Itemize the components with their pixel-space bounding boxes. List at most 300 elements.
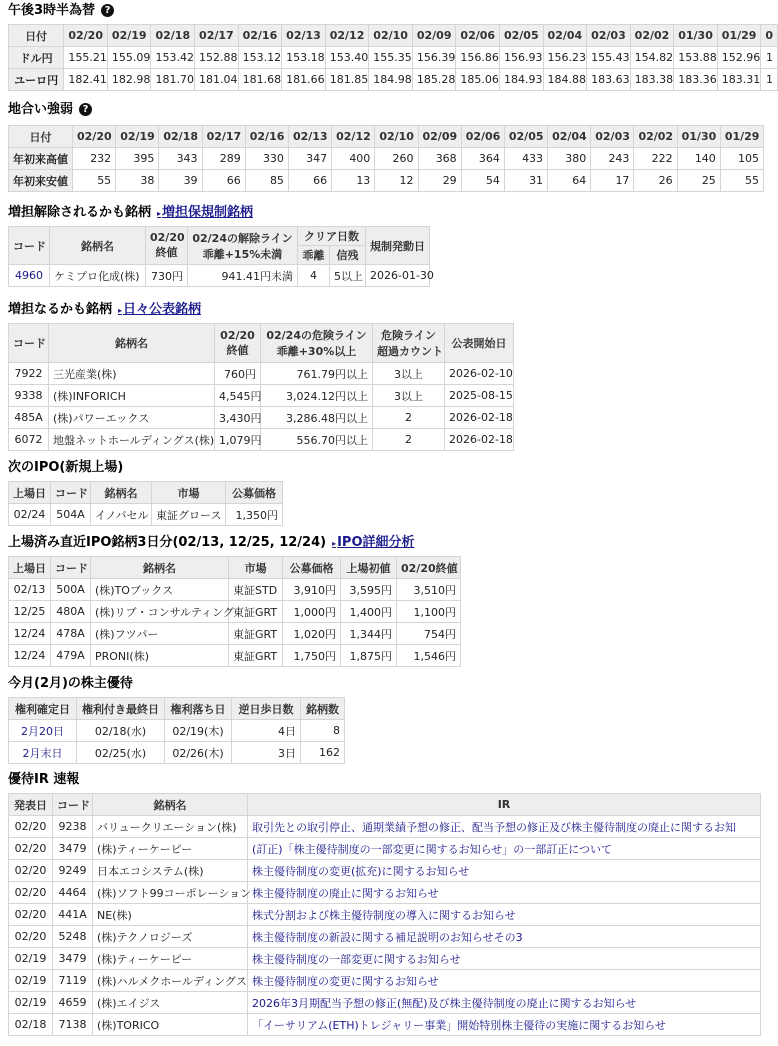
fx-date-header: 02/10 [369,25,413,47]
fx-date-header: 02/19 [107,25,151,47]
close-price: 730円 [146,265,188,287]
fx-cell: 156.86 [456,47,500,69]
ipo-next-table [8,481,283,526]
ipo-next-col-header: 銘柄名 [91,482,152,504]
fx-date-header: 02/17 [195,25,239,47]
fx-cell: 155.09 [107,47,151,69]
supply-date-header: 02/16 [245,126,288,148]
ir-cell: 5248 [53,926,93,948]
ir-cell: 3479 [53,838,93,860]
yutai-link[interactable]: 2月末日 [9,742,77,764]
maybe-row [9,385,514,407]
release-table [8,226,434,287]
publish-date: 2026-02-18 [445,429,514,451]
fx-date-header: 01/29 [717,25,761,47]
supply-title: 地合い強弱 [8,102,74,117]
ipo-recent-cell: 東証GRT [229,623,283,645]
fx-date-header: 02/02 [630,25,674,47]
ir-col-header: IR [248,794,761,816]
ir-link[interactable]: 株主優待制度の変更(拡充)に関するお知らせ [248,860,761,882]
ipo-recent-table [8,556,461,667]
supply-cell: 26 [634,170,677,192]
fx-cell: 156.93 [499,47,543,69]
ipo-recent-cell: 1,875円 [341,645,397,667]
supply-header-label: 日付 [9,126,73,148]
release-col-start: 規制発動日 [366,227,430,265]
danger-line: 3,024.12円以上 [261,385,373,407]
yutai-cell: 02/26(木) [165,742,232,764]
close-price: 4,545円 [215,385,261,407]
supply-cell: 55 [720,170,763,192]
ipo-recent-row [9,579,461,601]
yutai-link[interactable]: 2月20日 [9,720,77,742]
yutai-col-header: 逆日歩日数 [232,698,301,720]
ipo-next-cell: 1,350円 [226,504,283,526]
ipo-recent-col-header: 市場 [229,557,283,579]
release-link-label: 増担保規制銘柄 [162,205,254,220]
yutai-row [9,742,345,764]
supply-date-header: 02/10 [375,126,418,148]
ir-row [9,992,761,1014]
stock-code: 7922 [9,363,49,385]
ipo-recent-link[interactable] [332,535,414,550]
ipo-recent-col-header: コード [51,557,91,579]
stock-code-link[interactable]: 4960 [9,265,50,287]
maybe-row [9,429,514,451]
supply-cell: 85 [245,170,288,192]
fx-title: 午後3時半為替 [8,3,96,18]
ir-cell: 02/20 [9,882,53,904]
fx-cell: 185.28 [412,69,456,91]
yutai-cell: 02/25(水) [77,742,165,764]
supply-cell: 13 [332,170,375,192]
ir-cell: 02/19 [9,970,53,992]
supply-cell: 243 [591,148,634,170]
danger-line: 3,286.48円以上 [261,407,373,429]
ir-link[interactable]: 取引先との取引停止、通期業績予想の修正、配当予想の修正及び株主優待制度の廃止に関するお知 [248,816,761,838]
ir-link[interactable]: 2026年3月期配当予想の修正(無配)及び株主優待制度の廃止に関するお知らせ [248,992,761,1014]
ir-cell: 441A [53,904,93,926]
yutai-section [8,675,345,764]
supply-cell: 38 [116,170,159,192]
stock-name: ケミプロ化成(株) [50,265,146,287]
ir-link[interactable]: 株主優待制度の一部変更に関するお知らせ [248,948,761,970]
fx-cell: 155.43 [587,47,631,69]
fx-cell: 183.31 [717,69,761,91]
ipo-recent-cell: (株)フツパー [91,623,229,645]
ipo-recent-cell: 1,344円 [341,623,397,645]
supply-row-label: 年初来安値 [9,170,73,192]
close-price: 3,430円 [215,407,261,429]
yutai-table [8,697,345,764]
yutai-cell: 8 [301,720,345,742]
ir-cell: 02/20 [9,838,53,860]
ir-cell: 02/19 [9,948,53,970]
maybe-link[interactable] [118,302,201,317]
supply-date-header: 02/20 [73,126,116,148]
maybe-title-row [8,301,514,319]
supply-date-header: 02/19 [116,126,159,148]
maybe-table [8,323,514,451]
fx-cell: 185.06 [456,69,500,91]
ir-cell: (株)テクノロジーズ [93,926,248,948]
supply-cell: 64 [548,170,591,192]
supply-date-header: 02/02 [634,126,677,148]
supply-cell: 17 [591,170,634,192]
ir-cell: 日本エコシステム(株) [93,860,248,882]
supply-date-header: 02/05 [504,126,547,148]
ipo-recent-cell: 1,000円 [283,601,341,623]
supply-date-header: 02/04 [548,126,591,148]
supply-date-header: 02/09 [418,126,461,148]
ir-row [9,816,761,838]
fx-cell: 181.70 [151,69,195,91]
ipo-recent-col-header: 02/20終値 [397,557,461,579]
maybe-title: 増担なるかも銘柄 [8,302,113,317]
publish-date: 2025-08-15 [445,385,514,407]
ipo-recent-cell: 東証GRT [229,601,283,623]
help-icon[interactable]: ? [101,4,114,17]
ir-cell: 02/18 [9,1014,53,1036]
ir-row [9,1014,761,1036]
ir-section [8,771,761,1036]
arrow-icon: ▸ [332,539,337,548]
arrow-icon: ▸ [118,306,123,315]
supply-cell: 29 [418,170,461,192]
danger-line: 761.79円以上 [261,363,373,385]
ipo-recent-cell: 3,510円 [397,579,461,601]
fx-cell: 182.98 [107,69,151,91]
ir-cell: 3479 [53,948,93,970]
fx-date-header: 02/12 [325,25,369,47]
ir-cell: 02/20 [9,904,53,926]
ir-cell: 7119 [53,970,93,992]
fx-table [8,24,778,91]
supply-cell: 222 [634,148,677,170]
fx-date-header: 02/20 [64,25,108,47]
ipo-next-cell: 02/24 [9,504,51,526]
fx-date-header: 01/30 [674,25,718,47]
ipo-recent-cell: 500A [51,579,91,601]
maybe-col-start: 公表開始日 [445,324,514,363]
ipo-recent-row [9,601,461,623]
ipo-recent-row [9,623,461,645]
yutai-col-header: 銘柄数 [301,698,345,720]
ir-cell: (株)ティーケーピー [93,948,248,970]
release-col-clear: クリア日数 [298,227,366,246]
ir-cell: 9238 [53,816,93,838]
ir-cell: 9249 [53,860,93,882]
stock-name: 三光産業(株) [49,363,215,385]
yutai-cell: 02/19(木) [165,720,232,742]
over-count: 2 [373,407,445,429]
fx-cell: 181.68 [238,69,282,91]
release-col-close: 02/20 終値 [146,227,188,265]
supply-cell: 395 [116,148,159,170]
fx-date-header: 02/05 [499,25,543,47]
ipo-recent-cell: 12/24 [9,623,51,645]
ipo-recent-title: 上場済み直近IPO銘柄3日分(02/13, 12/25, 12/24) [8,535,327,550]
over-count: 2 [373,429,445,451]
fx-date-header: 02/06 [456,25,500,47]
ipo-recent-row [9,645,461,667]
yutai-cell: 162 [301,742,345,764]
ir-col-header: 発表日 [9,794,53,816]
ipo-next-title: 次のIPO(新規上場) [8,460,124,475]
fx-date-header: 02/18 [151,25,195,47]
fx-row [9,69,778,91]
ir-cell: (株)ティーケーピー [93,838,248,860]
maybe-row [9,407,514,429]
maybe-col-line: 02/24の危険ライン 乖離+30%以上 [261,324,373,363]
ipo-recent-cell: 3,595円 [341,579,397,601]
supply-cell: 368 [418,148,461,170]
ir-col-header: 銘柄名 [93,794,248,816]
close-price: 760円 [215,363,261,385]
fx-cell: 153.40 [325,47,369,69]
maybe-row [9,363,514,385]
supply-cell: 54 [461,170,504,192]
yutai-col-header: 権利確定日 [9,698,77,720]
ipo-recent-link-label: IPO詳細分析 [337,535,415,550]
publish-date: 2026-02-10 [445,363,514,385]
ipo-recent-col-header: 上場日 [9,557,51,579]
supply-cell: 66 [288,170,331,192]
supply-cell: 260 [375,148,418,170]
supply-cell: 66 [202,170,245,192]
supply-date-header: 02/12 [332,126,375,148]
ipo-next-col-header: 公募価格 [226,482,283,504]
ir-title: 優待IR 速報 [8,772,80,787]
release-col-code: コード [9,227,50,265]
ir-row [9,948,761,970]
supply-date-header: 02/17 [202,126,245,148]
supply-cell: 347 [288,148,331,170]
ir-link[interactable]: 「イーサリアム(ETH)トレジャリー事業」開始特別株主優待の実施に関するお知らせ [248,1014,761,1036]
close-price: 1,079円 [215,429,261,451]
supply-cell: 232 [73,148,116,170]
danger-line: 556.70円以上 [261,429,373,451]
yutai-cell: 02/18(水) [77,720,165,742]
ipo-recent-cell: (株)リブ・コンサルティング [91,601,229,623]
release-link[interactable] [157,205,253,220]
supply-cell: 343 [159,148,202,170]
fx-cell: 153.42 [151,47,195,69]
fx-cell: 155.21 [64,47,108,69]
maybe-col-count: 危険ライン 超過カウント [373,324,445,363]
fx-cell: 181.04 [195,69,239,91]
ipo-recent-cell: 1,100円 [397,601,461,623]
fx-cell: 183.63 [587,69,631,91]
ipo-recent-cell: (株)TOブックス [91,579,229,601]
ir-cell: NE(株) [93,904,248,926]
ipo-recent-section [8,534,461,667]
yutai-row [9,720,345,742]
arrow-icon: ▸ [157,209,162,218]
publish-date: 2026-02-18 [445,407,514,429]
fx-cell: 183.38 [630,69,674,91]
fx-cell: 183.36 [674,69,718,91]
fx-date-header: 02/04 [543,25,587,47]
ipo-recent-cell: 1,750円 [283,645,341,667]
supply-row [9,148,764,170]
release-col-clear-a: 乖離 [298,246,330,265]
fx-cell: 156.39 [412,47,456,69]
supply-section [8,101,764,192]
ir-cell: 02/20 [9,860,53,882]
ir-link[interactable]: 株主優待制度の新設に関する補足説明のお知らせその3 [248,926,761,948]
release-col-line: 02/24の解除ライン 乖離+15%未満 [188,227,298,265]
fx-cell: 184.88 [543,69,587,91]
release-col-name: 銘柄名 [50,227,146,265]
fx-cell: 153.18 [282,47,326,69]
supply-date-header: 02/03 [591,126,634,148]
supply-cell: 25 [677,170,720,192]
ipo-recent-cell: 02/13 [9,579,51,601]
fx-cell: 154.82 [630,47,674,69]
ipo-next-cell: 東証グロース [152,504,226,526]
over-count: 3以上 [373,385,445,407]
ipo-recent-cell: 12/24 [9,645,51,667]
ipo-next-section [8,459,283,526]
ipo-next-col-header: 市場 [152,482,226,504]
ipo-recent-cell: 1,546円 [397,645,461,667]
over-count: 3以上 [373,363,445,385]
fx-cell: 184.93 [499,69,543,91]
supply-cell: 140 [677,148,720,170]
ir-table [8,793,761,1036]
fx-date-header: 02/13 [282,25,326,47]
supply-cell: 380 [548,148,591,170]
yutai-cell: 4日 [232,720,301,742]
stock-name: (株)パワーエックス [49,407,215,429]
supply-cell: 105 [720,148,763,170]
ipo-recent-cell: 3,910円 [283,579,341,601]
stock-name: (株)INFORICH [49,385,215,407]
maybe-col-code: コード [9,324,49,363]
yutai-col-header: 権利落ち日 [165,698,232,720]
ipo-next-cell: イノバセル [91,504,152,526]
fx-cell: 152.88 [195,47,239,69]
fx-date-header: 02/16 [238,25,282,47]
fx-row-label: ドル円 [9,47,64,69]
ir-cell: 4464 [53,882,93,904]
supply-date-header: 01/30 [677,126,720,148]
ir-link[interactable]: 株主優待制度の変更に関するお知らせ [248,970,761,992]
maybe-section [8,301,514,451]
supply-date-header: 02/06 [461,126,504,148]
ipo-recent-cell: 東証STD [229,579,283,601]
release-row [9,265,430,287]
fx-row [9,47,778,69]
ipo-recent-col-header: 銘柄名 [91,557,229,579]
ir-link[interactable]: 株主優待制度の廃止に関するお知らせ [248,882,761,904]
ipo-next-col-header: 上場日 [9,482,51,504]
clear-days-margin: 5以上 [330,265,366,287]
ipo-next-row [9,504,283,526]
yutai-col-header: 権利付き最終日 [77,698,165,720]
release-col-clear-b: 信残 [330,246,366,265]
ipo-recent-cell: 1,400円 [341,601,397,623]
stock-code: 6072 [9,429,49,451]
fx-cell: 184.98 [369,69,413,91]
ir-cell: 02/20 [9,816,53,838]
ir-cell: (株)エイジス [93,992,248,1014]
ir-cell: 02/20 [9,926,53,948]
fx-date-header: 0 [761,25,778,47]
ipo-recent-cell: 12/25 [9,601,51,623]
ipo-next-col-header: コード [51,482,91,504]
fx-cell: 181.66 [282,69,326,91]
ipo-recent-title-row [8,534,461,552]
ir-cell: (株)TORICO [93,1014,248,1036]
fx-row-label: ユーロ円 [9,69,64,91]
supply-cell: 55 [73,170,116,192]
regulation-date: 2026-01-30 [366,265,430,287]
ir-row [9,970,761,992]
fx-cell: 155.35 [369,47,413,69]
maybe-link-label: 日々公表銘柄 [123,302,202,317]
ipo-recent-col-header: 上場初値 [341,557,397,579]
supply-cell: 289 [202,148,245,170]
ir-col-header: コード [53,794,93,816]
fx-cell: 156.23 [543,47,587,69]
release-line: 941.41円未満 [188,265,298,287]
help-icon[interactable]: ? [79,103,92,116]
ipo-recent-cell: 479A [51,645,91,667]
ir-cell: バリュークリエーション(株) [93,816,248,838]
ir-link[interactable]: (訂正)「株主優待制度の一部変更に関するお知らせ」の一部訂正について [248,838,761,860]
fx-cell: 181.85 [325,69,369,91]
stock-name: 地盤ネットホールディングス(株) [49,429,215,451]
release-title-row [8,204,430,222]
fx-cell: 182.41 [64,69,108,91]
ipo-recent-col-header: 公募価格 [283,557,341,579]
ipo-recent-cell: PRONI(株) [91,645,229,667]
supply-date-header: 01/29 [720,126,763,148]
ir-row [9,904,761,926]
ipo-next-cell: 504A [51,504,91,526]
ir-cell: 4659 [53,992,93,1014]
supply-cell: 39 [159,170,202,192]
ir-row [9,860,761,882]
maybe-col-close: 02/20 終値 [215,324,261,363]
stock-code: 485A [9,407,49,429]
ipo-recent-cell: 1,020円 [283,623,341,645]
fx-header-label: 日付 [9,25,64,47]
ir-row [9,838,761,860]
fx-date-header: 02/09 [412,25,456,47]
ir-link[interactable]: 株式分割および株主優待制度の導入に関するお知らせ [248,904,761,926]
fx-cell: 153.88 [674,47,718,69]
supply-row-label: 年初来高値 [9,148,73,170]
supply-cell: 12 [375,170,418,192]
fx-cell: 152.96 [717,47,761,69]
ir-cell: 02/19 [9,992,53,1014]
supply-title-row [8,101,764,119]
yutai-cell: 3日 [232,742,301,764]
supply-date-header: 02/13 [288,126,331,148]
supply-table [8,125,764,192]
maybe-col-name: 銘柄名 [49,324,215,363]
ir-cell: (株)ハルメクホールディングス [93,970,248,992]
stock-code: 9338 [9,385,49,407]
fx-cell: 1 [761,69,778,91]
fx-title-row [8,2,778,20]
release-title: 増担解除されるかも銘柄 [8,205,152,220]
supply-cell: 364 [461,148,504,170]
supply-row [9,170,764,192]
